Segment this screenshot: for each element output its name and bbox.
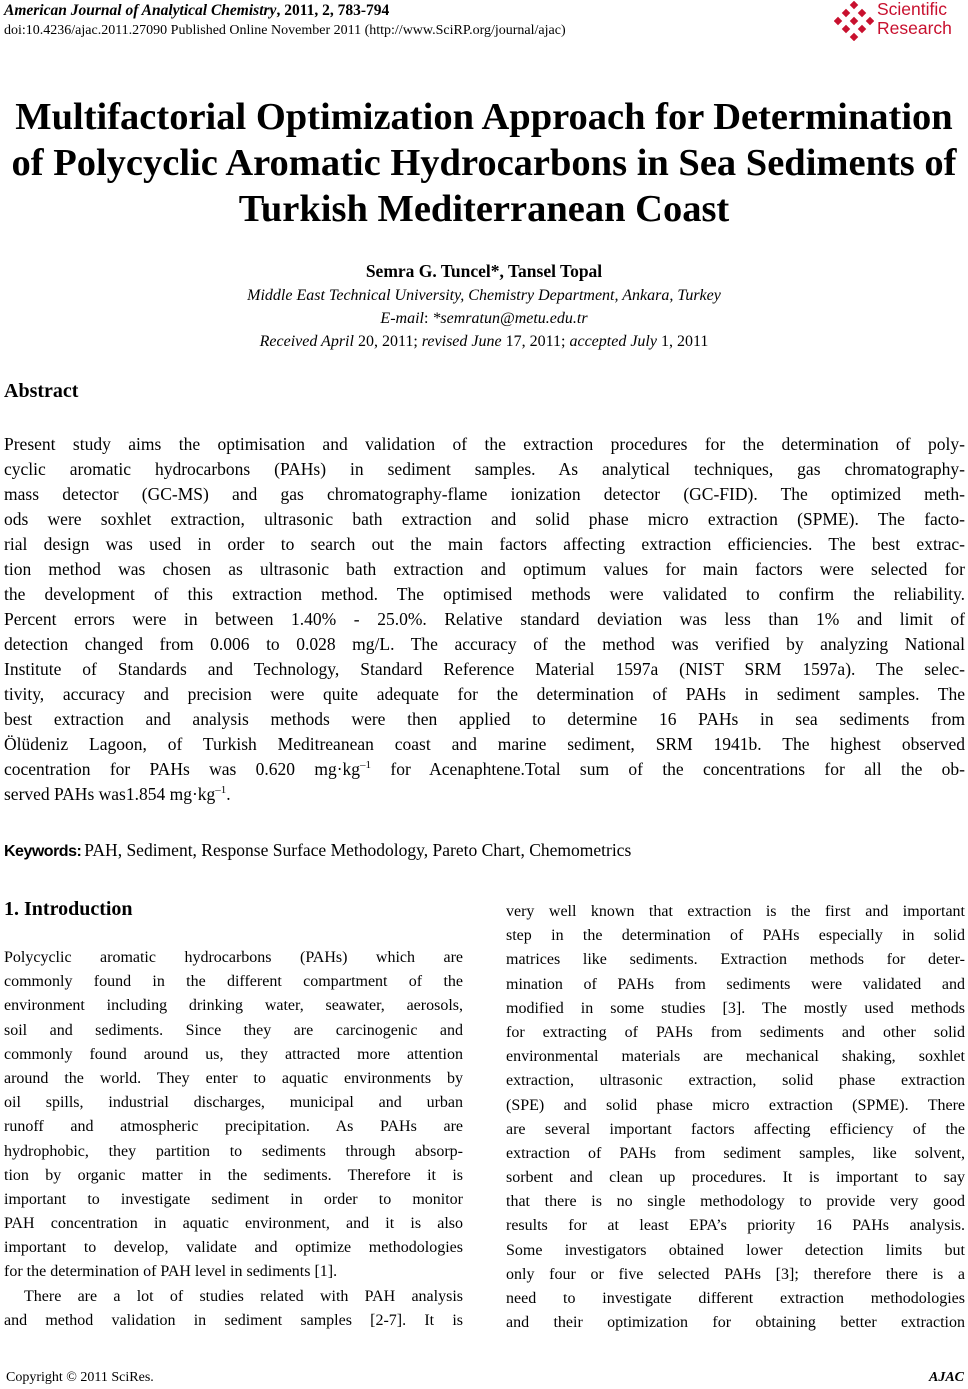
abstract-line: tion method was chosen as ultrasonic bath extraction and optimum values for main factors were selected for [4,559,965,579]
body-line: very well known that extraction is the first and important [506,903,965,920]
received-dates [0,333,968,351]
body-line: environment including drinking water, seawater, aerosols, [4,997,463,1015]
accepted-date: 1, 2011 [656,333,709,350]
publisher-name-line1: Scientific [877,0,948,19]
paper-title [0,94,968,232]
body-line: Some investigators obtained lower detection limits but [506,1241,965,1259]
title-line: Turkish Mediterranean Coast [238,188,730,230]
title-line: of Polycyclic Aromatic Hydrocarbons in Sea Sediments of [11,142,957,184]
body-line: (SPE) and solid phase micro extraction (SPME). There [506,1096,965,1114]
abstract-body [4,432,965,807]
abstract-line: cyclic aromatic hydrocarbons (PAHs) in sediment samples. As analytical techniques, gas chromatography- [4,459,965,479]
keywords [4,840,631,861]
journal-citation [4,2,389,20]
email-address: *semratun@metu.edu.tr [432,310,588,327]
abstract-line: Institute of Standards and Technology, Standard Reference Material 1597a (NIST SRM 1597a). The selec- [4,659,965,679]
publisher-name [877,0,952,38]
abstract-text: . [226,784,231,804]
introduction-heading: 1. Introduction [4,898,133,920]
body-line: commonly found in the different compartment of the [4,973,463,991]
body-line: commonly found around us, they attracted more attention [4,1045,463,1063]
journal-volume-pages: , 2011, 2, 783-794 [276,2,390,19]
abstract-line: Ölüdeniz Lagoon, of Turkish Meditreanean coast and marine sediment, SRM 1941b. The highest observed [4,734,965,754]
journal-name: American Journal of Analytical Chemistry [4,2,277,19]
email-label: E-mail [380,310,424,327]
abstract-line: mass detector (GC-MS) and gas chromatography-flame ionization detector (GC-FID). The optimized meth- [4,484,965,504]
intro-left-column [4,946,463,1333]
body-line: need to investigate different extraction methodologies [506,1290,965,1307]
received-label: Received April [259,333,354,350]
body-line: extraction of PAHs from sediment samples, like solvent, [506,1144,965,1162]
received-date: 20, 2011; [353,333,422,350]
body-line: runoff and atmospheric precipitation. As PAHs are [4,1118,463,1136]
abstract-text: served PAHs was1.854 mg·kg [4,784,216,804]
body-line: extraction, ultrasonic extraction, solid phase extraction [506,1072,965,1090]
body-line: only four or five selected PAHs [3]; therefore there is a [506,1265,965,1283]
publisher-logo-icon [834,1,874,41]
body-line: are several important factors affecting efficiency of the [506,1120,965,1138]
body-line: important to investigate sediment in order to monitor [4,1190,463,1208]
email-line [0,310,968,328]
body-line: around the world. They enter to aquatic environments by [4,1069,463,1087]
body-line: hydrophobic, they partition to sediments through absorp- [4,1142,463,1160]
body-line: that there is no single methodology to provide very good [506,1193,965,1211]
body-line: important to develop, validate and optimize methodologies [4,1239,463,1257]
abstract-line: the development of this extraction method. The optimised methods were validated to confirm the reliability. [4,584,965,604]
abstract-line [4,757,965,782]
abstract-line: detection changed from 0.006 to 0.028 mg/L. The accuracy of the method was verified by analyzing National [4,634,965,654]
body-line: and method validation in sediment samples [2-7]. It is [4,1311,463,1329]
title-line: Multifactorial Optimization Approach for Determination [15,96,953,138]
body-line: Polycyclic aromatic hydrocarbons (PAHs) which are [4,949,463,966]
abstract-text: for Acenaphtene.Total sum of the concentrations for all the ob- [371,759,965,779]
abstract-line: Present study aims the optimisation and validation of the extraction procedures for the determination of poly- [4,434,965,454]
body-line: for the determination of PAH level in sediments [1]. [4,1263,338,1281]
body-line: PAH concentration in aquatic environment, and it is also [4,1215,463,1233]
body-line: oil spills, industrial discharges, municipal and urban [4,1094,463,1112]
copyright: Copyright © 2011 SciRes. [6,1370,154,1385]
abstract-line: rial design was used in order to search out the main factors affecting extraction efficiencies. The best extrac- [4,534,965,554]
publisher-name-line2: Research [877,18,952,38]
affiliation: Middle East Technical University, Chemistry Department, Ankara, Turkey [247,287,721,304]
abstract-line: ods were soxhlet extraction, ultrasonic bath extraction and solid phase micro extraction (SPME). The facto- [4,509,965,529]
body-line: results for at least EPA’s priority 16 PAHs analysis. [506,1217,965,1235]
body-line: for extracting of PAHs from sediments and other solid [506,1023,965,1041]
body-line: soil and sediments. Since they are carcinogenic and [4,1021,463,1039]
abstract-line [4,782,965,807]
body-line: mination of PAHs from sediments were validated and [506,975,965,993]
body-line: sorbent and clean up procedures. It is important to say [506,1169,965,1187]
abstract-text: cocentration for PAHs was 0.620 mg·kg [4,759,361,779]
body-line: tion by organic matter in the sediments. Therefore it is [4,1166,463,1184]
revised-date: 17, 2011; [501,333,570,350]
abstract-line: tivity, accuracy and precision were quite adequate for the determination of PAHs in sediment samples. The [4,684,965,704]
body-line: There are a lot of studies related with PAH analysis [24,1287,463,1305]
abstract-heading: Abstract [4,380,79,402]
abstract-line: Percent errors were in between 1.40% - 25.0%. Relative standard deviation was less than 1% and limit of [4,609,965,629]
body-line: modified in some studies [3]. The mostly used methods [506,999,965,1017]
authors: Semra G. Tuncel*, Tansel Topal [365,261,603,281]
body-line: environmental materials are mechanical shaking, soxhlet [506,1048,965,1066]
body-line: and their optimization for obtaining better extraction [506,1314,965,1332]
keywords-label: Keywords: [4,843,82,860]
scientific-research-logo [834,0,966,44]
superscript: –1 [360,759,372,771]
accepted-label: accepted July [569,333,657,350]
journal-abbreviation: AJAC [928,1370,964,1385]
body-line: matrices like sediments. Extraction methods for deter- [506,951,965,969]
email-separator: : [423,310,433,327]
intro-right-column [506,900,965,1335]
revised-label: revised June [421,333,502,350]
doi-line: doi:10.4236/ajac.2011.27090 Published Online November 2011 (http://www.SciRP.org/journal/ajac) [4,23,566,38]
body-line: step in the determination of PAHs especially in solid [506,927,965,945]
abstract-line: best extraction and analysis methods were then applied to determine 16 PAHs in sea sediments from [4,709,965,729]
superscript: –1 [215,784,227,796]
keywords-text: PAH, Sediment, Response Surface Methodology, Pareto Chart, Chemometrics [84,840,632,860]
